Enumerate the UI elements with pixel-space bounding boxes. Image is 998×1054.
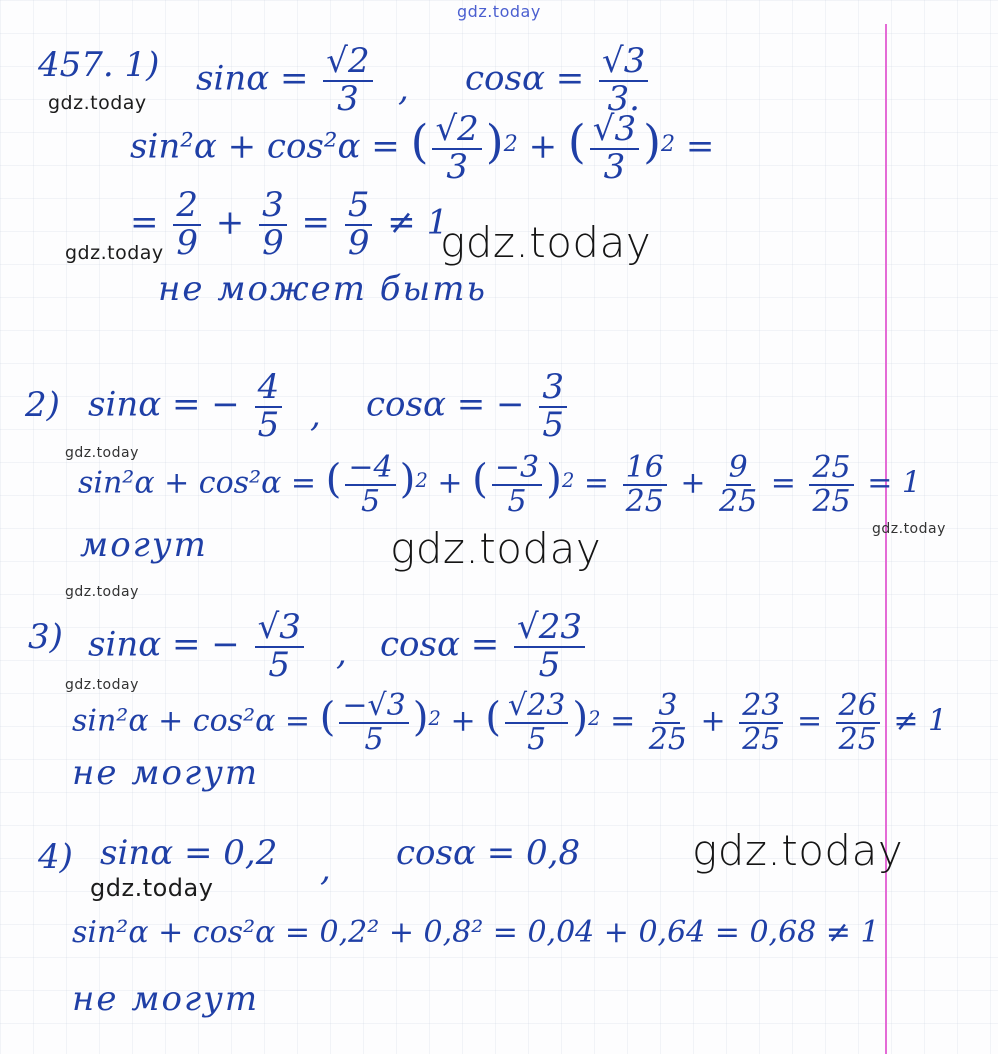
p2-identity-line: sin²α + cos²α = ( $\frac{-4}{5}$ )$^2$ + ( $\frac{-3}{5}$ )$^2$ = $\frac{16}{25}$ + $\frac{9}{25}$ = $\frac{25}{25}$ = 1 (78, 450, 921, 519)
p1-identity-line: sin²α + cos²α = ( $\frac{√2}{3}$ )$^2$ + ( $\frac{√3}{3}$ )$^2$ = (130, 109, 715, 187)
watermark-small: gdz.today (65, 677, 139, 693)
p4-comma: , (320, 849, 331, 889)
watermark-large: gdz.today (390, 524, 602, 573)
watermark-large: gdz.today (692, 826, 904, 875)
p2-conclusion: могут (80, 525, 208, 565)
watermark-small: gdz.today (48, 92, 147, 114)
watermark-small: gdz.today (90, 874, 214, 902)
watermark-small: gdz.today (65, 445, 139, 461)
p2-given-cos: cosα = − $\frac{3}{5}$ (366, 370, 571, 443)
p3-label: 3) (28, 617, 63, 657)
p4-label: 4) (38, 837, 73, 877)
margin-line (885, 24, 887, 1054)
p3-comma: , (336, 633, 347, 673)
p1-given-sin: sinα = $\frac{√2}{3}$ (196, 44, 377, 117)
p2-comma: , (310, 395, 321, 435)
p4-given-cos: cosα = 0,8 (396, 833, 581, 873)
p2-label: 2) (25, 385, 60, 425)
p4-given-sin: sinα = 0,2 (100, 833, 278, 873)
watermark-top: gdz.today (457, 2, 541, 21)
p2-given-sin: sinα = − $\frac{4}{5}$ (88, 370, 286, 443)
p3-conclusion: не могут (72, 753, 260, 793)
watermark-small: gdz.today (872, 521, 946, 537)
p1-comma: , (398, 69, 409, 109)
p1-sum-line: = $\frac{2}{9}$ + $\frac{3}{9}$ = $\frac{5}{9}$ ≠ 1 (130, 185, 449, 263)
p1-given-cos: cosα = $\frac{√3}{3.}$ (465, 44, 652, 117)
watermark-small: gdz.today (65, 242, 164, 264)
p3-given-sin: sinα = − $\frac{√3}{5}$ (88, 610, 308, 683)
p4-identity-line: sin²α + cos²α = 0,2² + 0,8² = 0,04 + 0,64 = 0,68 ≠ 1 (72, 915, 880, 950)
p3-given-cos: cosα = $\frac{√23}{5}$ (380, 610, 589, 683)
p3-identity-line: sin²α + cos²α = ( $\frac{-√3}{5}$ )$^2$ + ( $\frac{√23}{5}$ )$^2$ = $\frac{3}{25}$ + $\frac{23}{25}$ = $\frac{26}{25}$ ≠ 1 (72, 688, 948, 757)
p4-conclusion: не могут (72, 979, 260, 1019)
p1-conclusion: не может быть (158, 269, 487, 309)
watermark-small: gdz.today (65, 584, 139, 600)
problem-number: 457. 1) (38, 45, 160, 85)
watermark-large: gdz.today (440, 218, 652, 267)
